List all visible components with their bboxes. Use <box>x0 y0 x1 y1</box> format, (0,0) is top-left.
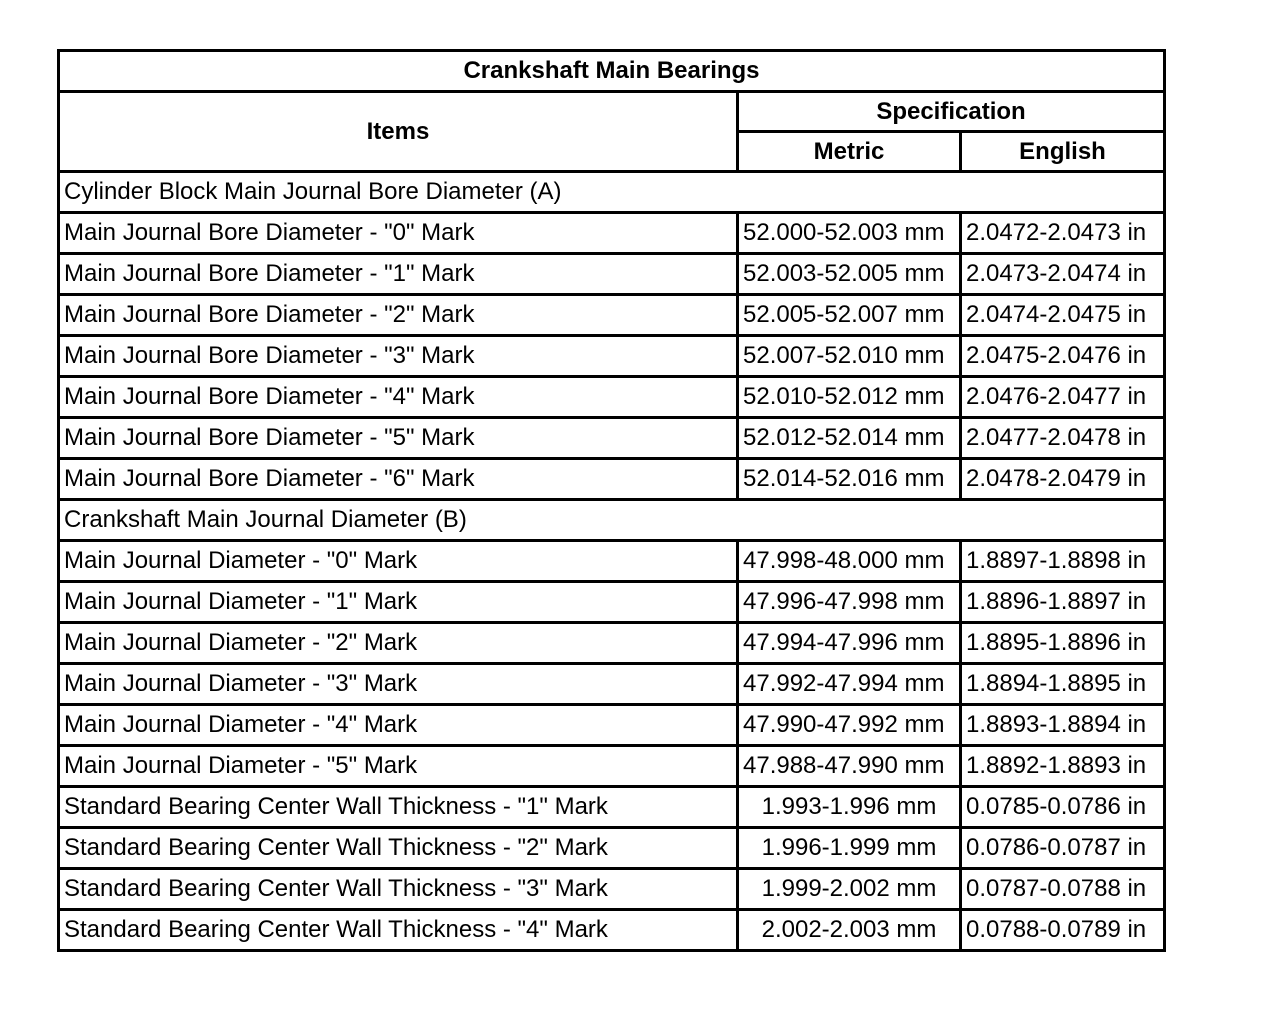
table-row <box>59 254 1165 295</box>
metric-cell: 52.012-52.014 mm <box>738 418 961 459</box>
table-row <box>59 295 1165 336</box>
metric-cell: 52.007-52.010 mm <box>738 336 961 377</box>
item-cell: Main Journal Bore Diameter - "3" Mark <box>59 336 738 377</box>
table-row <box>59 582 1165 623</box>
section-label: Cylinder Block Main Journal Bore Diameter (A) <box>59 172 1165 213</box>
metric-cell: 1.996-1.999 mm <box>738 828 961 869</box>
item-cell: Main Journal Bore Diameter - "6" Mark <box>59 459 738 500</box>
english-cell: 2.0472-2.0473 in <box>961 213 1165 254</box>
metric-cell: 47.998-48.000 mm <box>738 541 961 582</box>
english-cell: 0.0786-0.0787 in <box>961 828 1165 869</box>
table-row <box>59 828 1165 869</box>
english-cell: 2.0475-2.0476 in <box>961 336 1165 377</box>
table-row <box>59 459 1165 500</box>
metric-cell: 1.999-2.002 mm <box>738 869 961 910</box>
item-cell: Standard Bearing Center Wall Thickness - "2" Mark <box>59 828 738 869</box>
metric-cell: 52.000-52.003 mm <box>738 213 961 254</box>
english-cell: 2.0473-2.0474 in <box>961 254 1165 295</box>
metric-cell: 52.014-52.016 mm <box>738 459 961 500</box>
metric-cell: 52.003-52.005 mm <box>738 254 961 295</box>
table-title: Crankshaft Main Bearings <box>59 51 1165 92</box>
english-cell: 2.0476-2.0477 in <box>961 377 1165 418</box>
table-row <box>59 869 1165 910</box>
english-cell: 0.0788-0.0789 in <box>961 910 1165 951</box>
item-cell: Standard Bearing Center Wall Thickness - "4" Mark <box>59 910 738 951</box>
items-header: Items <box>59 92 738 172</box>
spec-table <box>57 49 1166 952</box>
english-cell: 1.8896-1.8897 in <box>961 582 1165 623</box>
table-row <box>59 746 1165 787</box>
table-row <box>59 377 1165 418</box>
english-cell: 1.8895-1.8896 in <box>961 623 1165 664</box>
english-cell: 2.0477-2.0478 in <box>961 418 1165 459</box>
english-cell: 2.0474-2.0475 in <box>961 295 1165 336</box>
table-row <box>59 664 1165 705</box>
english-cell: 1.8892-1.8893 in <box>961 746 1165 787</box>
metric-cell: 47.996-47.998 mm <box>738 582 961 623</box>
specification-header: Specification <box>738 92 1165 132</box>
item-cell: Standard Bearing Center Wall Thickness - "1" Mark <box>59 787 738 828</box>
table-row <box>59 418 1165 459</box>
item-cell: Main Journal Diameter - "0" Mark <box>59 541 738 582</box>
metric-cell: 47.992-47.994 mm <box>738 664 961 705</box>
metric-cell: 47.994-47.996 mm <box>738 623 961 664</box>
english-cell: 2.0478-2.0479 in <box>961 459 1165 500</box>
english-cell: 0.0785-0.0786 in <box>961 787 1165 828</box>
metric-cell: 52.005-52.007 mm <box>738 295 961 336</box>
table-row <box>59 910 1165 951</box>
metric-cell: 52.010-52.012 mm <box>738 377 961 418</box>
item-cell: Main Journal Bore Diameter - "4" Mark <box>59 377 738 418</box>
english-cell: 1.8894-1.8895 in <box>961 664 1165 705</box>
header-row <box>59 92 1165 132</box>
section-row <box>59 172 1165 213</box>
english-cell: 1.8893-1.8894 in <box>961 705 1165 746</box>
table-row <box>59 787 1165 828</box>
table-row <box>59 213 1165 254</box>
section-row <box>59 500 1165 541</box>
table-row <box>59 623 1165 664</box>
item-cell: Main Journal Diameter - "5" Mark <box>59 746 738 787</box>
metric-cell: 1.993-1.996 mm <box>738 787 961 828</box>
item-cell: Main Journal Diameter - "4" Mark <box>59 705 738 746</box>
english-header: English <box>961 132 1165 172</box>
metric-header: Metric <box>738 132 961 172</box>
item-cell: Main Journal Bore Diameter - "0" Mark <box>59 213 738 254</box>
item-cell: Main Journal Bore Diameter - "2" Mark <box>59 295 738 336</box>
item-cell: Standard Bearing Center Wall Thickness - "3" Mark <box>59 869 738 910</box>
metric-cell: 2.002-2.003 mm <box>738 910 961 951</box>
english-cell: 1.8897-1.8898 in <box>961 541 1165 582</box>
table-row <box>59 336 1165 377</box>
section-label: Crankshaft Main Journal Diameter (B) <box>59 500 1165 541</box>
table-row <box>59 705 1165 746</box>
item-cell: Main Journal Diameter - "1" Mark <box>59 582 738 623</box>
english-cell: 0.0787-0.0788 in <box>961 869 1165 910</box>
metric-cell: 47.988-47.990 mm <box>738 746 961 787</box>
metric-cell: 47.990-47.992 mm <box>738 705 961 746</box>
item-cell: Main Journal Bore Diameter - "1" Mark <box>59 254 738 295</box>
item-cell: Main Journal Diameter - "3" Mark <box>59 664 738 705</box>
title-row <box>59 51 1165 92</box>
item-cell: Main Journal Bore Diameter - "5" Mark <box>59 418 738 459</box>
item-cell: Main Journal Diameter - "2" Mark <box>59 623 738 664</box>
table-row <box>59 541 1165 582</box>
